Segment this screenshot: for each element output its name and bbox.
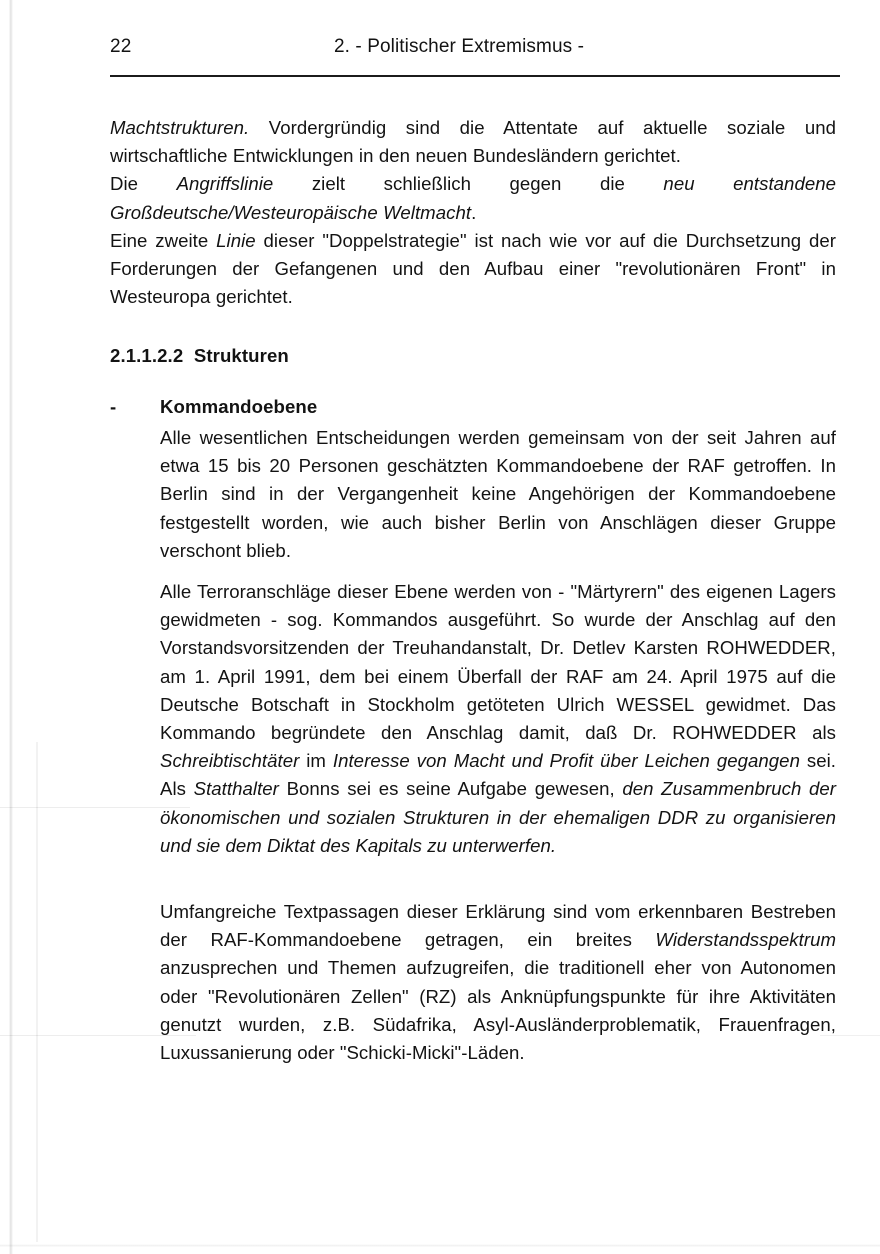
italic-machtstrukturen: Machtstrukturen. (110, 117, 250, 138)
section-heading-text: Strukturen (193, 345, 289, 366)
paragraph-terror-block (160, 578, 836, 860)
paragraph-kommandoebene: Alle wesentlichen Entscheidungen werden gemeinsam von der seit Jahren auf etwa 15 bis 20 Personen geschätzten Kommandoebene der RAF getroffen. In Berlin sind in der Vergangenheit keine Angehörigen der Kommandoebene festgestellt worden, wie auch bisher Berlin von Anschlägen dieser Gruppe verschont blieb. (160, 427, 836, 561)
intro-paragraph-block (110, 114, 836, 311)
text-eine-zweite: Eine zweite (110, 229, 217, 251)
text-doppelstrategie: dieser "Doppelstrategie" ist nach wie vor auf die Durchsetzung der Forderungen der Gefangenen und den Aufbau einer "revolutionären Front" in Westeuropa gerichtet. (110, 229, 836, 308)
bullet-marker: - (110, 396, 117, 417)
section-heading (110, 345, 289, 367)
page-number: 22 (110, 36, 132, 57)
paragraph-angriffslinie (110, 170, 836, 226)
text-bonns-aufgabe: Bonns sei es seine Aufgabe gewesen, (278, 778, 623, 800)
text-vordergruendig: Vordergründig sind die Attentate auf aktuelle soziale und wirtschaftliche Entwicklungen in den neuen Bundesländern gerichtet. (110, 117, 836, 167)
running-head-title: 2. - Politischer Extremismus - (333, 36, 585, 57)
paragraph-umfangreiche (160, 898, 836, 1067)
italic-schreibtischtaeter: Schreibtischtäter (160, 750, 300, 772)
text-terror-lead: Alle Terroranschläge dieser Ebene werden von - "Märtyrern" des eigenen Lagers gewidmeten - sog. Kommandos ausgeführt. So wurde der Anschlag auf den Vorstandsvorsitzenden der Treuhandanstalt, Dr. Detlev Karsten ROHWEDDER, am 1. April 1991, dem bei einem Überfall der RAF am 24. April 1975 auf die Deutsche Botschaft in Stockholm getöteten Ulrich WESSEL gewidmet. Das Kommando begründete den Anschlag damit, daß Dr. ROHWEDDER als (160, 581, 836, 744)
text-die: Die (110, 173, 177, 195)
text-umfang-tail: anzusprechen und Themen aufzugreifen, die traditionell eher von Autonomen oder "Revolutionären Zellen" (RZ) als Anknüpfungspunkte für ihre Aktivitäten genutzt wurden, z.B. Südafrika, Asyl-Ausländerproblematik, Frauenfragen, Luxussanierung oder "Schicki-Micki"-Läden. (160, 957, 836, 1064)
scan-artifact-bottom-edge (0, 1244, 880, 1247)
italic-linie: Linie (216, 229, 256, 251)
scan-artifact-left-edge (9, 0, 13, 1254)
italic-grossdeutsche-weltmacht: neu entstandene Großdeutsche/Westeuropäische Weltmacht (110, 173, 837, 223)
paragraph-machtstrukturen (110, 114, 836, 170)
paragraph-umfangreiche-block (160, 898, 836, 1067)
running-head (110, 36, 840, 64)
text-period: . (471, 201, 477, 223)
italic-interesse-macht-profit: Interesse von Macht und Profit über Leichen gegangen (332, 750, 800, 772)
paragraph-kommandoebene-block (160, 424, 836, 565)
italic-statthalter: Statthalter (193, 778, 279, 800)
bullet-heading-kommandoebene: Kommandoebene (160, 396, 318, 417)
paragraph-terroranschlaege (160, 578, 836, 860)
italic-zusammenbruch-ddr: den Zusammenbruch der ökonomischen und sozialen Strukturen in der ehemaligen DDR zu organisieren und sie dem Diktat des Kapitals zu unterwerfen. (160, 778, 836, 856)
text-umfang-lead: Umfangreiche Textpassagen dieser Erklärung sind vom erkennbaren Bestreben der RAF-Kommandoebene getragen, ein breites (160, 901, 836, 951)
text-sei-als: sei. Als (160, 750, 836, 800)
italic-angriffslinie: Angriffslinie (176, 173, 274, 195)
italic-widerstandsspektrum: Widerstandsspektrum (655, 929, 836, 951)
scan-artifact-left-band (36, 742, 38, 1242)
section-heading-number: 2.1.1.2.2 (110, 345, 184, 366)
text-zielt-schliesslich: zielt schließlich gegen die (273, 173, 664, 195)
paragraph-zweite-linie (110, 227, 836, 312)
text-im: im (299, 750, 333, 772)
header-rule (110, 75, 840, 77)
